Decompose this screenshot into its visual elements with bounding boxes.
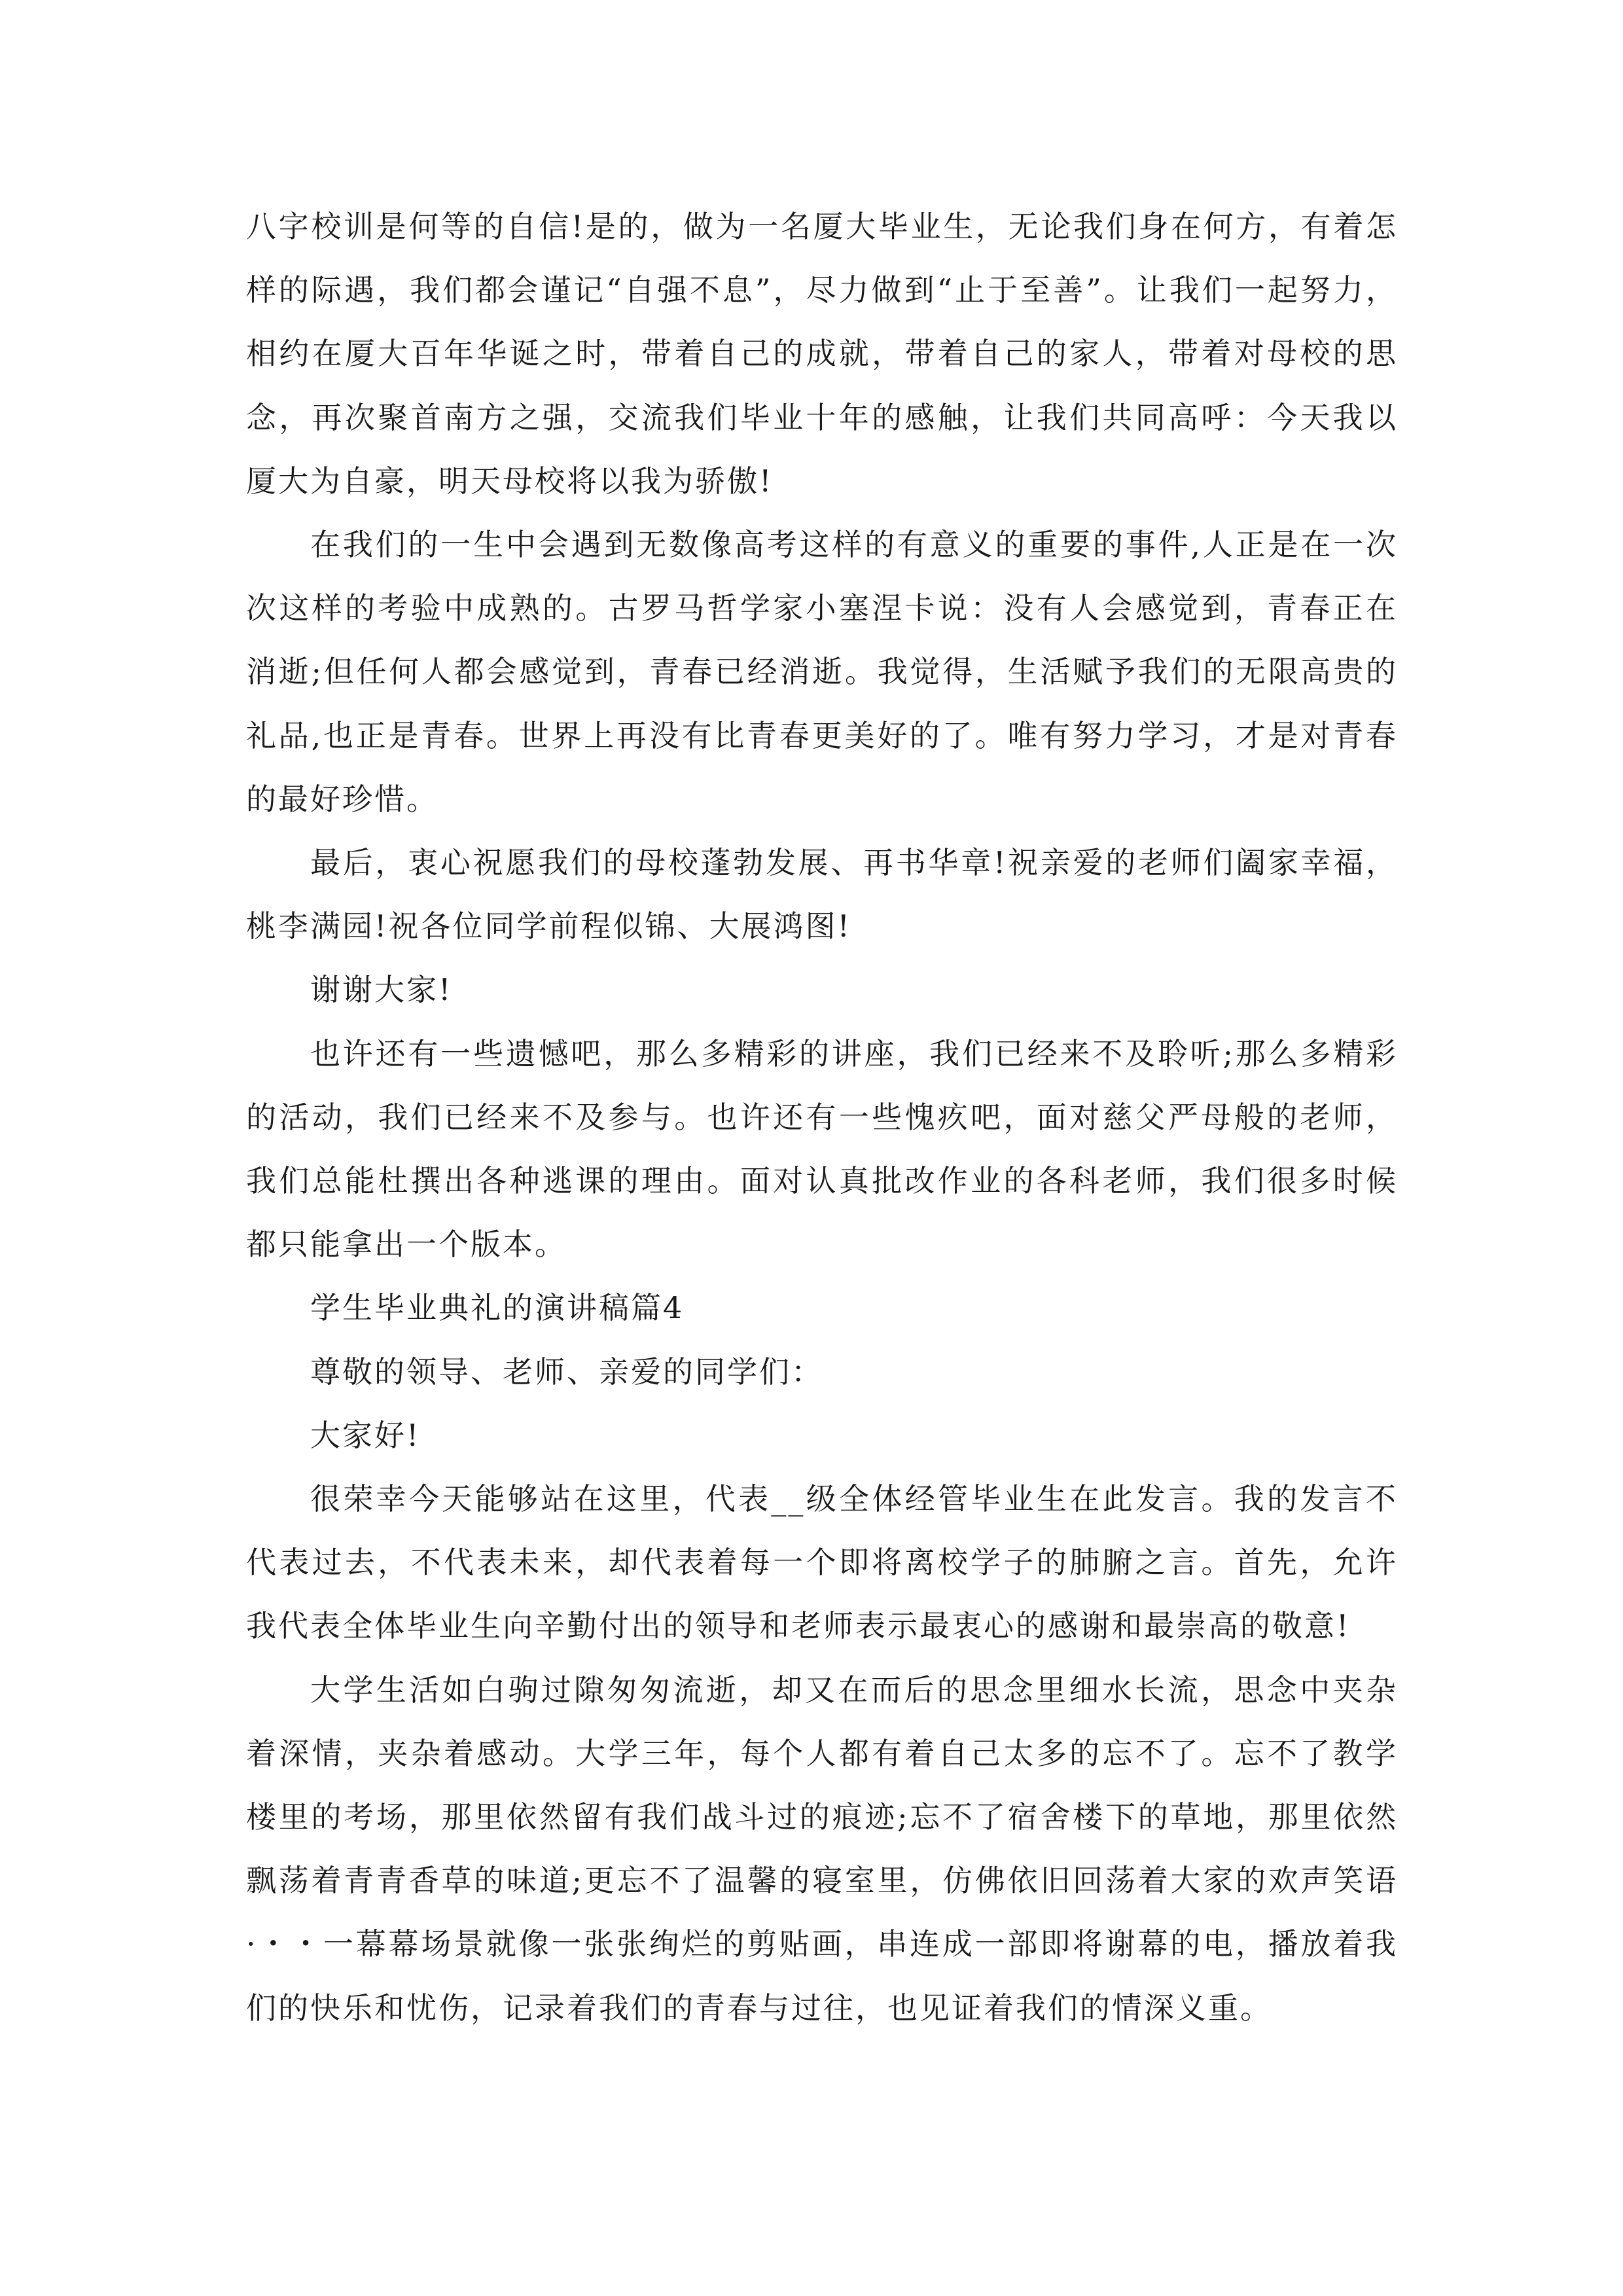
paragraph: 在我们的一生中会遇到无数像高考这样的有意义的重要的事件,人正是在一次次这样的考验中成熟的。古罗马哲学家小塞涅卡说：没有人会感觉到，青春正在消逝;但任何人都会感觉到，青春已经消逝。我觉得，生活赋予我们的无限高贵的礼品,也正是青春。世界上再没有比青春更美好的了。唯有努力学习，才是对青春的最好珍惜。 xyxy=(246,527,1398,817)
salutation: 尊敬的领导、老师、亲爱的同学们： xyxy=(310,1354,823,1390)
paragraph-continued: 八字校训是何等的自信!是的，做为一名厦大毕业生，无论我们身在何方，有着怎样的际遇，我们都会谨记“自强不息”，尽力做到“止于至善”。让我们一起努力，相约在厦大百年华诞之时，带着自己的成就，带着自己的家人，带着对母校的思念，再次聚首南方之强，交流我们毕业十年的感触，让我们共同高呼：今天我以厦大为自豪，明天母校将以我为骄傲! xyxy=(246,209,1398,499)
paragraph: 很荣幸今天能够站在这里，代表__级全体经管毕业生在此发言。我的发言不代表过去，不代表未来，却代表着每一个即将离校学子的肺腑之言。首先，允许我代表全体毕业生向辛勤付出的领导和老师表示最衷心的感谢和最崇高的敬意! xyxy=(246,1481,1398,1644)
paragraph: 最后，衷心祝愿我们的母校蓬勃发展、再书华章!祝亲爱的老师们阖家幸福，桃李满园!祝各位同学前程似锦、大展鸿图! xyxy=(246,845,1398,944)
section-heading: 学生毕业典礼的演讲稿篇4 xyxy=(310,1290,685,1326)
paragraph: 大学生活如白驹过隙匆匆流逝，却又在而后的思念里细水长流，思念中夹杂着深情，夹杂着感动。大学三年，每个人都有着自己太多的忘不了。忘不了教学楼里的考场，那里依然留有我们战斗过的痕迹;忘不了宿舍楼下的草地，那里依然飘荡着青青香草的味道;更忘不了温馨的寝室里，仿佛依旧回荡着大家的欢声笑语·・・一幕幕场景就像一张张绚烂的剪贴画，串连成一部即将谢幕的电，播放着我们的快乐和忧伤，记录着我们的青春与过往，也见证着我们的情深义重。 xyxy=(246,1672,1398,2026)
greeting: 大家好! xyxy=(310,1417,421,1453)
paragraph: 也许还有一些遗憾吧，那么多精彩的讲座，我们已经来不及聆听;那么多精彩的活动，我们已经来不及参与。也许还有一些愧疚吧，面对慈父严母般的老师，我们总能杜撰出各种逃课的理由。面对认真批改作业的各科老师，我们很多时候都只能拿出一个版本。 xyxy=(246,1035,1398,1263)
paragraph-thanks: 谢谢大家! xyxy=(310,972,453,1008)
document-body xyxy=(246,195,1398,2040)
